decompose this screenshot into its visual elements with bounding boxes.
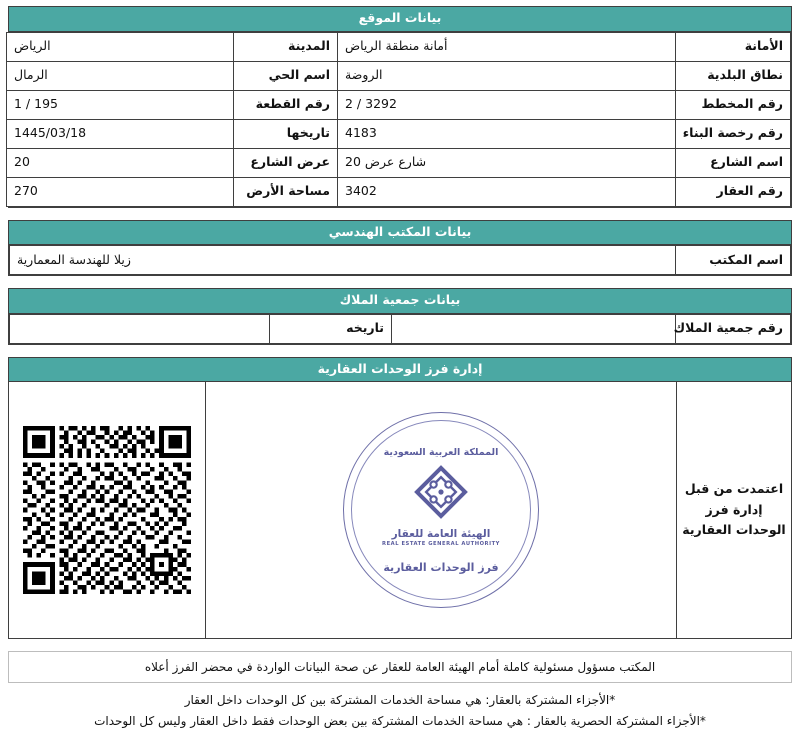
row-label-authority: الأمانة [676,32,791,61]
engineering-office-header: بيانات المكتب الهندسي [9,221,791,246]
row-value-plan-number: 3292 / 2 [338,90,676,119]
table-row [7,148,791,177]
row-label-property-number: رقم العقار [676,177,791,206]
row-label-office-name: اسم المكتب [676,246,791,275]
row-label-street-name: اسم الشارع [676,148,791,177]
row-label-municipality: نطاق البلدية [676,61,791,90]
responsibility-note: المكتب مسؤول مسئولية كاملة أمام الهيئة العامة للعقار عن صحة البيانات الواردة في محضر الفرز أعلاه [8,651,792,683]
stamp-authority-english: REAL ESTATE GENERAL AUTHORITY [382,540,500,547]
row-value-parcel-number: 195 / 1 [7,90,234,119]
row-value-city: الرياض [7,32,234,61]
engineering-office-table [9,245,791,275]
row-value-office-name: زيلا للهندسة المعمارية [10,246,676,275]
units-partition-header: إدارة فرز الوحدات العقارية [9,358,791,383]
footer-bullet-exclusive-common-parts: *الأجزاء المشتركة الحصرية بالعقار : هي مساحة الخدمات المشتركة بين بعض الوحدات فقط داخل العقار وليس كل الوحدات [94,714,706,729]
footer-bullets [8,690,792,732]
official-stamp-cell [205,382,676,638]
row-label-city: المدينة [234,32,338,61]
location-data-table [6,32,791,207]
approved-by-line-3: الوحدات العقارية [682,522,786,538]
row-label-plan-number: رقم المخطط [676,90,791,119]
table-row [7,119,791,148]
engineering-office-section [8,220,792,277]
table-row [7,32,791,61]
row-label-association-date: تاريخه [270,314,392,343]
qr-code-icon[interactable] [23,426,191,594]
row-value-land-area: 270 [7,177,234,206]
row-label-district: اسم الحي [234,61,338,90]
rega-diamond-logo-icon [414,465,468,523]
table-row [10,246,791,275]
row-label-street-width: عرض الشارع [234,148,338,177]
owners-association-table [9,314,791,344]
row-value-district: الرمال [7,61,234,90]
row-value-municipality: الروضة [338,61,676,90]
table-row [7,177,791,206]
rega-official-stamp [343,412,539,608]
table-row [10,314,791,343]
row-label-building-permit: رقم رخصة البناء [676,119,791,148]
owners-association-section [8,288,792,345]
table-row [7,90,791,119]
approved-by-line-1: اعتمدت من قبل [684,481,784,497]
stamp-authority-arabic: الهيئة العامة للعقار [391,527,491,540]
row-value-building-permit: 4183 [338,119,676,148]
stamp-bottom-text: فرز الوحدات العقارية [383,560,499,574]
footer-bullet-common-parts: *الأجزاء المشتركة بالعقار: هي مساحة الخدمات المشتركة بين كل الوحدات داخل العقار [184,693,616,708]
approval-row [9,382,791,638]
location-section-header: بيانات الموقع [9,7,791,32]
row-label-land-area: مساحة الأرض [234,177,338,206]
row-value-association-number [392,314,676,343]
table-row [7,61,791,90]
location-data-section [8,6,792,208]
row-value-authority: أمانة منطقة الرياض [338,32,676,61]
row-value-association-date [10,314,270,343]
row-label-parcel-number: رقم القطعة [234,90,338,119]
stamp-kingdom-text: المملكة العربية السعودية [383,446,499,458]
qr-code-cell [9,382,205,638]
row-value-permit-date: 1445/03/18 [7,119,234,148]
owners-association-header: بيانات جمعية الملاك [9,289,791,314]
units-partition-approval-section [8,357,792,640]
row-label-association-number: رقم جمعية الملاك [676,314,791,343]
approved-by-cell [676,382,791,638]
row-value-street-width: 20 [7,148,234,177]
row-value-street-name: شارع عرض 20 [338,148,676,177]
row-value-property-number: 3402 [338,177,676,206]
approved-by-line-2: إدارة فرز [705,501,763,517]
row-label-permit-date: تاريخها [234,119,338,148]
